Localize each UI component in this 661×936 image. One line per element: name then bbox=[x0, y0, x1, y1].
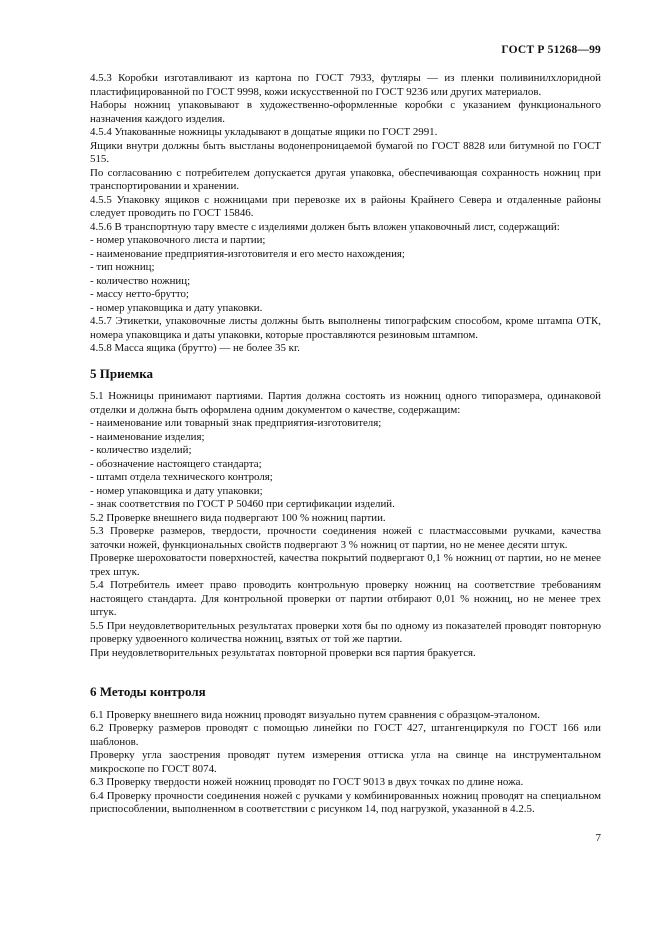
packing-list bbox=[90, 234, 601, 315]
list-item: - обозначение настоящего стандарта; bbox=[90, 457, 262, 470]
list-item: - штамп отдела технического контроля; bbox=[90, 471, 273, 483]
list-item: - количество изделий; bbox=[90, 444, 192, 456]
document-header: ГОСТ Р 51268—99 bbox=[501, 44, 601, 56]
list-item: - тип ножниц; bbox=[90, 261, 155, 273]
paragraph: По согласованию с потребителем допускается другая упаковка, обеспечивающая сохранность ножниц при транспортировании и хранении. bbox=[90, 166, 601, 192]
paragraph: 5.3 Проверке размеров, твердости, прочности соединения ножей с пластмассовыми ручками, качества заточки ножей, функциональных свойств подвергают 3 % ножниц от партии, но не менее десяти штук. bbox=[90, 525, 601, 551]
paragraph: 6.1 Проверку внешнего вида ножниц проводят визуально путем сравнения с образцом-эталоном. bbox=[90, 708, 540, 721]
paragraph: 4.5.3 Коробки изготавливают из картона по ГОСТ 7933, футляры — из пленки поливинилхлоридной пластифицированной по ГОСТ 9998, кожи искусственной по ГОСТ 9236 или других материалов. bbox=[90, 72, 601, 98]
paragraph: 5.1 Ножницы принимают партиями. Партия должна состоять из ножниц одного типоразмера, одинаковой отделки и должна быть оформлена одним документом о качестве, содержащим: bbox=[90, 390, 601, 416]
section-heading: 5 Приемка bbox=[90, 365, 154, 381]
quality-document-list bbox=[90, 417, 601, 512]
paragraph: Наборы ножниц упаковывают в художественно-оформленные коробки с указанием функционального назначения каждого изделия. bbox=[90, 99, 601, 125]
list-item: - наименование или товарный знак предприятия-изготовителя; bbox=[90, 417, 382, 429]
document-body bbox=[90, 72, 601, 817]
paragraph: При неудовлетворительных результатах повторной проверки вся партия бракуется. bbox=[90, 646, 476, 659]
list-item: - номер упаковочного листа и партии; bbox=[90, 234, 266, 246]
list-item: - номер упаковщика и дату упаковки; bbox=[90, 484, 263, 497]
paragraph: 4.5.4 Упакованные ножницы укладывают в дощатые ящики по ГОСТ 2991. bbox=[90, 126, 438, 138]
page-number: 7 bbox=[595, 832, 601, 844]
list-item: - наименование изделия; bbox=[90, 430, 205, 443]
list-item: - знак соответствия по ГОСТ Р 50460 при сертификации изделий. bbox=[90, 498, 395, 510]
paragraph: 5.4 Потребитель имеет право проводить контрольную проверку ножниц на соответствие требованиям настоящего стандарта. Для контрольной проверки от партии отбирают 0,01 % ножниц, но не менее трех штук. bbox=[90, 579, 601, 618]
paragraph: 5.5 При неудовлетворительных результатах проверки хотя бы по одному из показателей проводят повторную проверку удвоенного количества ножниц, взятых от той же партии. bbox=[90, 619, 601, 645]
paragraph: 6.2 Проверку размеров проводят с помощью линейки по ГОСТ 427, штангенциркуля по ГОСТ 166 или шаблонов. bbox=[90, 722, 601, 748]
list-item: - количество ножниц; bbox=[90, 274, 191, 287]
paragraph: 4.5.7 Этикетки, упаковочные листы должны быть выполнены типографским способом, кроме штампа ОТК, номера упаковщика и даты упаковки, которые проставляются резиновым штампом. bbox=[90, 315, 601, 341]
paragraph: 6.3 Проверку твердости ножей ножниц проводят по ГОСТ 9013 в двух точках по длине ножа. bbox=[90, 776, 524, 788]
paragraph: 4.5.5 Упаковку ящиков с ножницами при перевозке их в районы Крайнего Севера и отдаленные районы следует проводить по ГОСТ 15846. bbox=[90, 193, 601, 219]
list-item: - массу нетто-брутто; bbox=[90, 288, 189, 300]
paragraph: Проверке шероховатости поверхностей, качества покрытий подвергают 0,1 % ножниц от партии, но не менее трех штук. bbox=[90, 552, 601, 578]
paragraph: 6.4 Проверку прочности соединения ножей с ручками у комбинированных ножниц проводят на специальном приспособлении, выполненном в соответствии с рисунком 14, под нагрузкой, указанной в 4.2.5. bbox=[90, 789, 601, 815]
paragraph: 4.5.6 В транспортную тару вместе с изделиями должен быть вложен упаковочный лист, содержащий: bbox=[90, 220, 560, 233]
list-item: - наименование предприятия-изготовителя и его место нахождения; bbox=[90, 247, 405, 260]
paragraph: 5.2 Проверке внешнего вида подвергают 100 % ножниц партии. bbox=[90, 511, 386, 524]
list-item: - номер упаковщика и дату упаковки. bbox=[90, 301, 263, 314]
paragraph: Проверку угла заострения проводят путем измерения оттиска угла на свинце на инструментальном микроскопе по ГОСТ 8074. bbox=[90, 749, 601, 775]
section-heading: 6 Методы контроля bbox=[90, 684, 206, 699]
paragraph: Ящики внутри должны быть выстланы водонепроницаемой бумагой по ГОСТ 8828 или битумной по ГОСТ 515. bbox=[90, 139, 601, 165]
paragraph: 4.5.8 Масса ящика (брутто) — не более 35 кг. bbox=[90, 342, 300, 354]
